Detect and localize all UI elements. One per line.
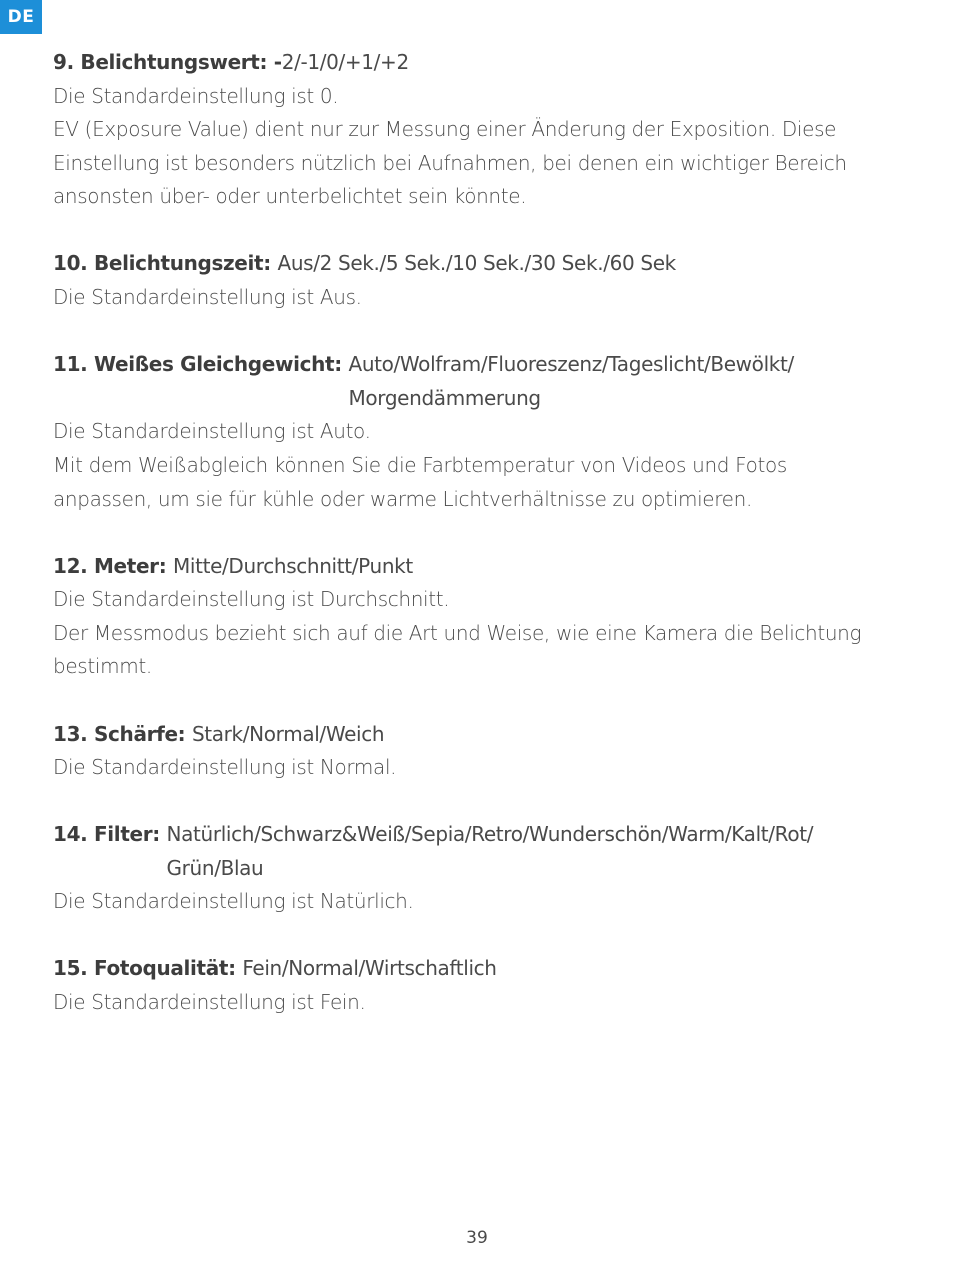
setting-title: 13. Schärfe: [53,721,192,746]
setting-options: Mitte/Durchschnitt/Punkt [172,553,413,578]
setting-default: Die Standardeinstellung ist Aus. [53,285,362,310]
setting-white-balance [53,348,933,516]
setting-exposure-time [53,247,933,314]
settings-content [53,46,933,1053]
setting-title: 10. Belichtungszeit: [53,251,278,276]
setting-title: 14. Filter: [53,822,167,847]
setting-options-continued: Morgendämmerung [348,385,541,410]
setting-description-line: Mit dem Weißabgleich können Sie die Farbtemperatur von Videos und Fotos [53,452,787,477]
setting-description-line: ansonsten über- oder unterbelichtet sein könnte. [53,184,527,209]
setting-title: 12. Meter: [53,553,173,578]
setting-description-line: anpassen, um sie für kühle oder warme Lichtverhältnisse zu optimieren. [53,486,752,511]
setting-meter [53,550,933,684]
setting-filter [53,818,933,919]
setting-options: Auto/Wolfram/Fluoreszenz/Tageslicht/Bewölkt/ [348,352,794,377]
setting-options: Natürlich/Schwarz&Weiß/Sepia/Retro/Wunderschön/Warm/Kalt/Rot/ [166,822,814,847]
setting-description-line: EV (Exposure Value) dient nur zur Messung einer Änderung der Exposition. Diese [53,117,837,142]
setting-options: 2/-1/0/+1/+2 [281,50,409,74]
setting-options-wrap [167,818,814,885]
setting-options: Aus/2 Sek./5 Sek./10 Sek./30 Sek./60 Sek [277,251,676,276]
setting-default: Die Standardeinstellung ist Auto. [53,419,371,444]
setting-description-line: bestimmt. [53,654,152,679]
setting-heading [53,952,933,986]
setting-description-line: Einstellung ist besonders nützlich bei Aufnahmen, bei denen ein wichtiger Bereich [53,150,847,175]
setting-title: 15. Fotoqualität: [53,956,243,981]
setting-options: Fein/Normal/Wirtschaftlich [242,956,497,981]
setting-default: Die Standardeinstellung ist Normal. [53,755,397,780]
page-number: 39 [466,1228,488,1248]
setting-title: 11. Weißes Gleichgewicht: [53,352,349,377]
setting-title: 9. Belichtungswert: - [53,50,282,74]
setting-options: Stark/Normal/Weich [191,721,385,746]
setting-heading [53,718,933,752]
setting-heading [53,818,933,885]
setting-default: Die Standardeinstellung ist 0. [53,83,339,108]
setting-description-line: Der Messmodus bezieht sich auf die Art und Weise, wie eine Kamera die Belichtung [53,620,862,645]
setting-default: Die Standardeinstellung ist Durchschnitt. [53,587,450,612]
language-tab: DE [0,0,42,34]
setting-options-continued: Grün/Blau [166,855,264,880]
setting-heading [53,247,933,281]
setting-heading [53,348,933,415]
setting-exposure-value [53,46,933,214]
setting-default: Die Standardeinstellung ist Natürlich. [53,889,414,914]
setting-heading [53,550,933,584]
setting-default: Die Standardeinstellung ist Fein. [53,990,366,1015]
setting-photo-quality [53,952,933,1019]
setting-options-wrap [349,348,794,415]
setting-sharpness [53,718,933,785]
setting-heading [53,46,933,80]
